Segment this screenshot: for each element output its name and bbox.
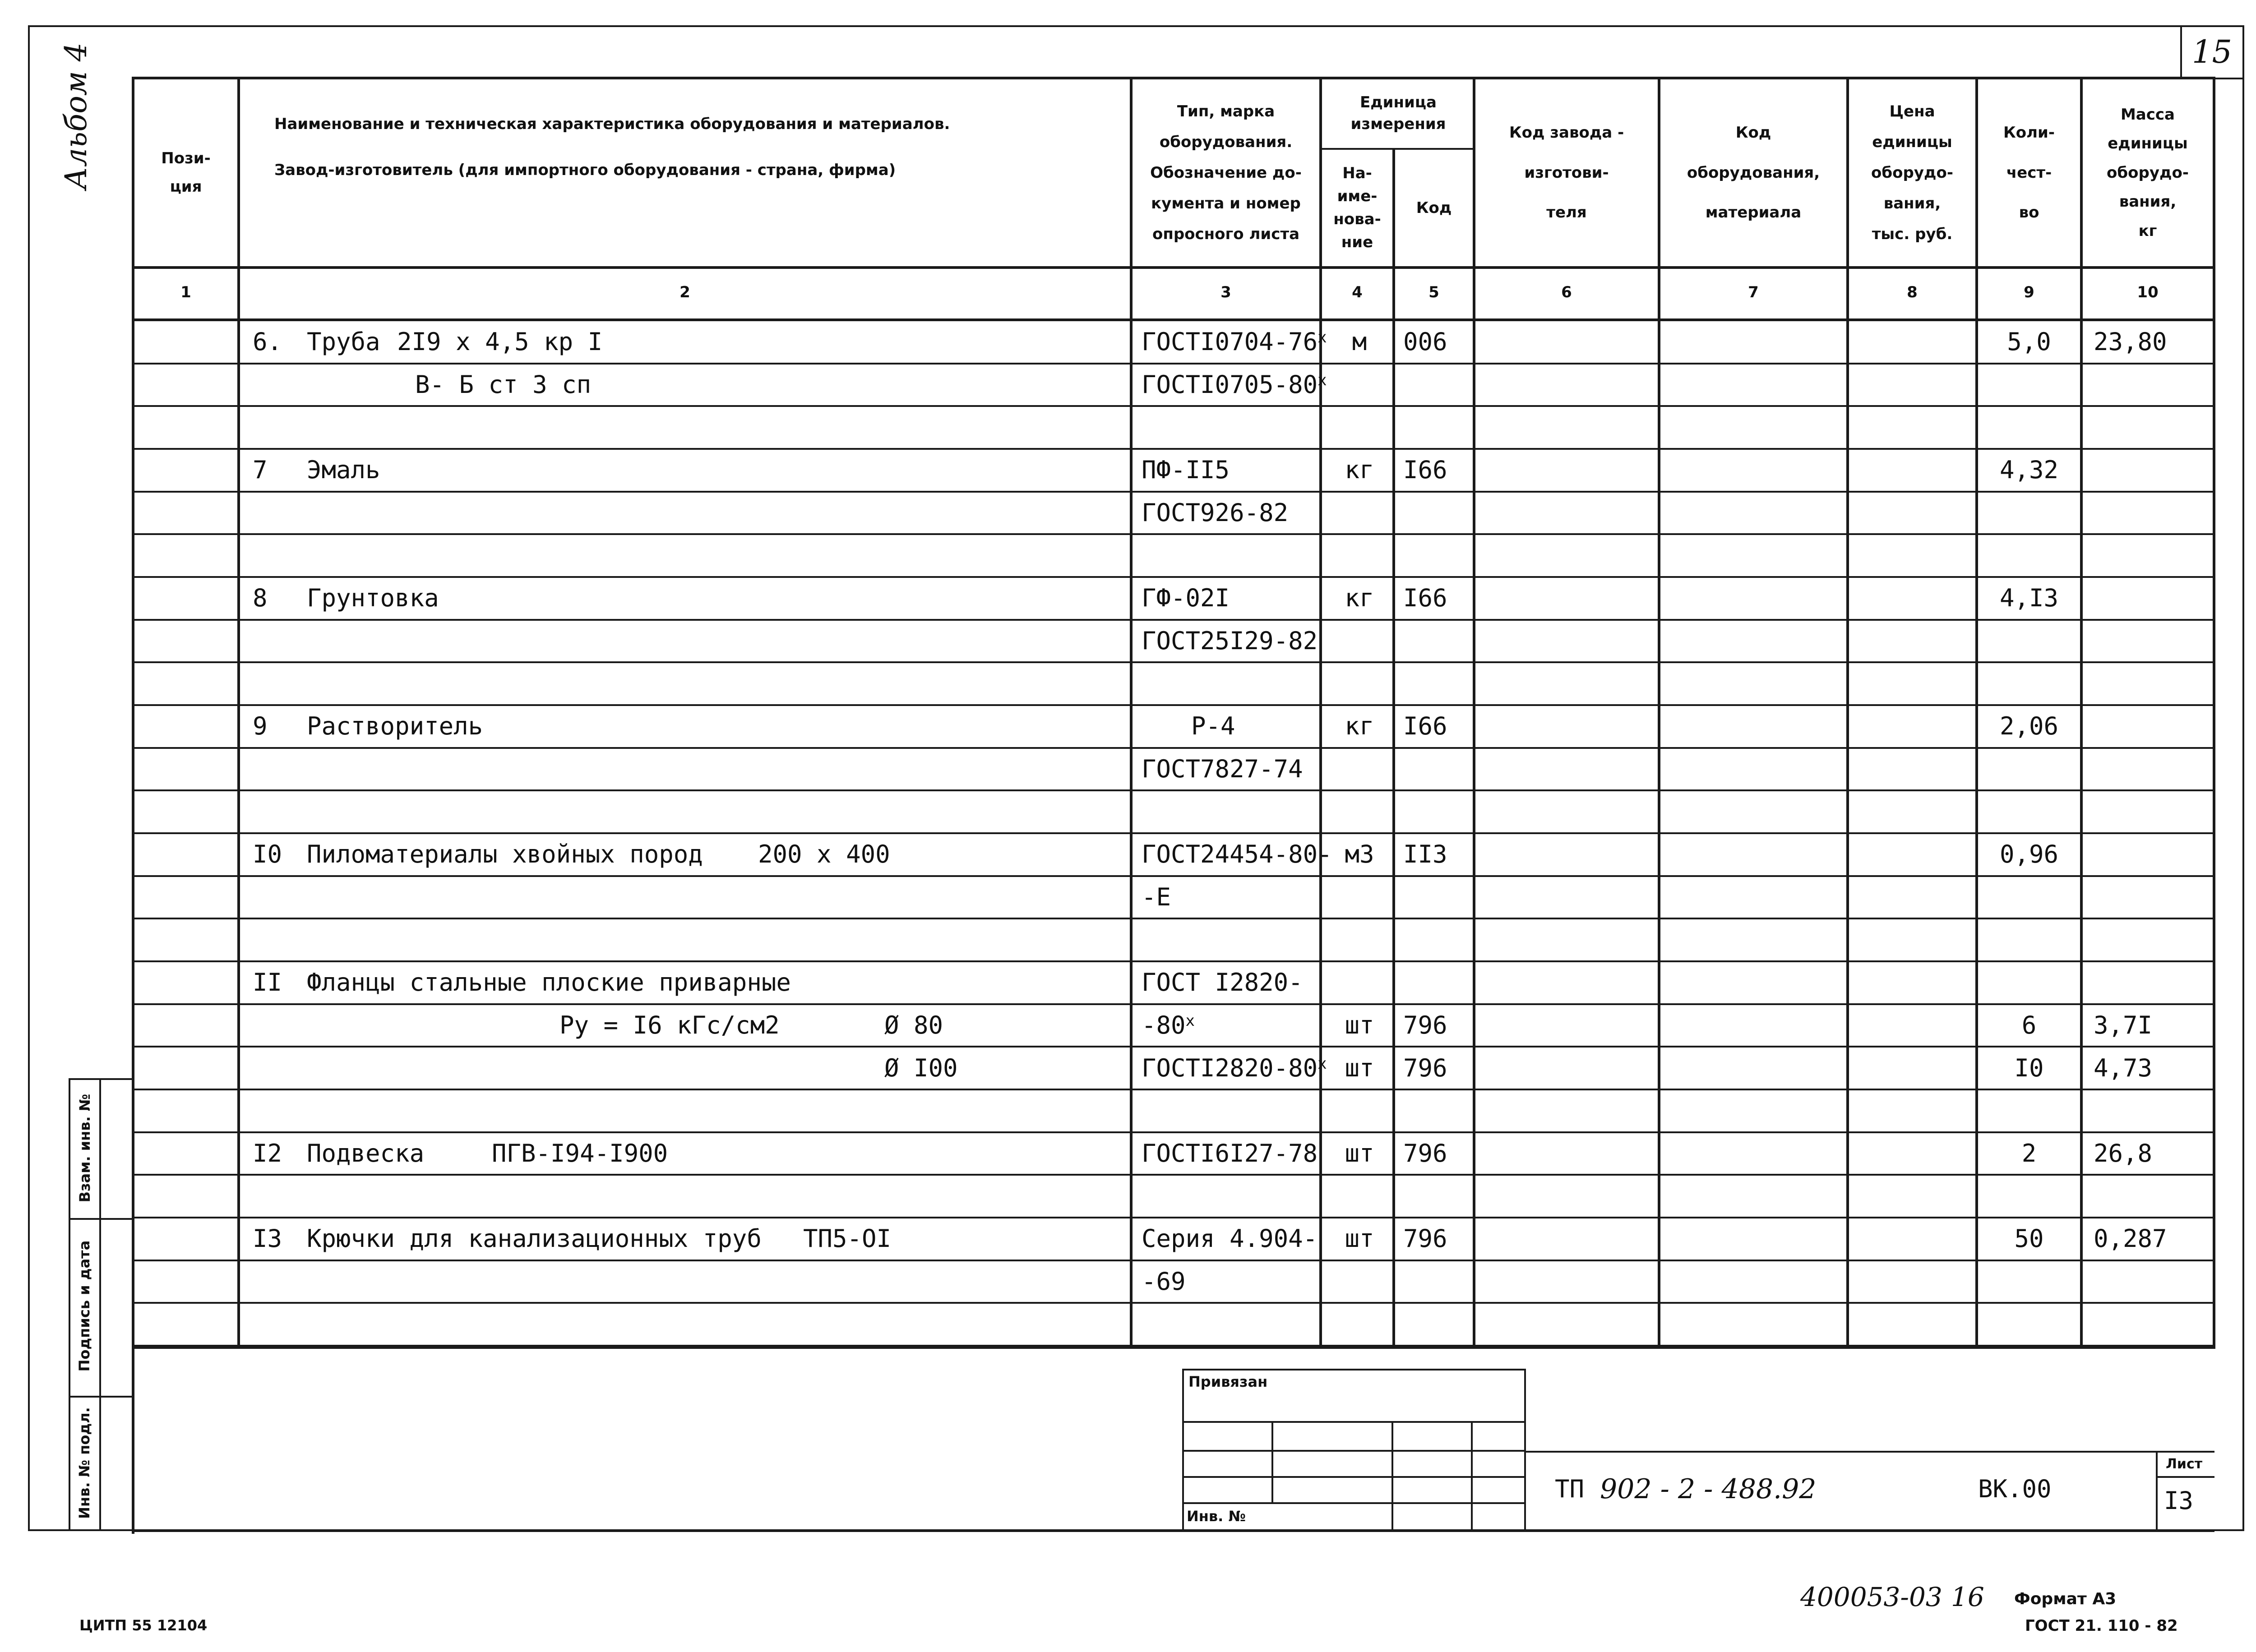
side-stamp-inner <box>99 1078 101 1531</box>
row-divider <box>132 405 2214 407</box>
cell-name-extra: В- Б ст 3 сп <box>415 370 592 399</box>
cell-name-extra: 2I9 х 4,5 кр I <box>397 328 603 356</box>
cell-qty: 4,32 <box>1999 456 2059 484</box>
cell-mass: 3,7I <box>2094 1011 2153 1039</box>
privyazan-col-2 <box>1392 1421 1393 1532</box>
cell-type <box>1142 330 1327 354</box>
header-unit-group: Единица измерения <box>1350 93 1446 133</box>
privyazan-row-2 <box>1182 1450 1526 1452</box>
row-divider <box>132 960 2214 962</box>
cell-type-text: ГОСТI2820-80 <box>1142 1054 1318 1082</box>
colnum-bottom <box>132 318 2214 321</box>
privyazan-col-1 <box>1271 1421 1273 1502</box>
superscript-x: x <box>1318 1055 1327 1073</box>
row-divider <box>132 576 2214 578</box>
cell-name: Пиломатериалы хвойных пород <box>307 840 703 868</box>
cell-code: II3 <box>1403 840 1447 868</box>
cell-type-text: ГОСТI0704-76 <box>1142 328 1318 356</box>
side-stamp-original-inv: Инв. № подл. <box>76 1407 93 1519</box>
cell-pos: 8 <box>253 584 268 612</box>
cell-name-extra: Ру = I6 кГс/см2 <box>559 1011 780 1039</box>
cell-type: ПФ-II5 <box>1142 456 1230 484</box>
cell-mass: 23,80 <box>2094 328 2167 356</box>
cell-qty: 6 <box>2021 1011 2037 1039</box>
cell-name: Эмаль <box>307 456 380 484</box>
row-divider <box>132 1003 2214 1005</box>
cell-code: I66 <box>1403 712 1447 740</box>
cell-name: Грунтовка <box>307 584 439 612</box>
header-unit-name: На- име- нова- ние <box>1333 164 1381 251</box>
list-box-divider <box>2156 1476 2214 1478</box>
header-mass: Масса единицы оборудо- вания, кг <box>2107 105 2189 240</box>
list-box-left <box>2156 1451 2158 1532</box>
cell-code: 006 <box>1403 328 1447 356</box>
cell-mass: 26,8 <box>2094 1139 2153 1167</box>
privyazan-row-3 <box>1182 1476 1526 1478</box>
cell-name: Труба <box>307 328 380 356</box>
cell-code: 796 <box>1403 1054 1447 1082</box>
col-line-2 <box>1130 77 1133 1349</box>
cell-type: Р-4 <box>1191 712 1235 740</box>
row-divider <box>132 832 2214 834</box>
cell-name: Растворитель <box>307 712 483 740</box>
cell-unit: шт <box>1345 1224 1374 1253</box>
cell-unit: кг <box>1345 456 1374 484</box>
col-line-9 <box>2080 77 2083 1349</box>
privyazan-row-1 <box>1182 1421 1526 1423</box>
cell-code: I66 <box>1403 584 1447 612</box>
header-name: Наименование и техническая характеристика оборудования и материалов. Завод-изготовитель (для импортного оборудования - страна, фирма) <box>274 115 950 179</box>
row-divider <box>132 1217 2214 1218</box>
cell-pos: 7 <box>253 456 268 484</box>
privyazan-col-3 <box>1471 1421 1473 1532</box>
row-divider <box>132 875 2214 877</box>
row-divider <box>132 1260 2214 1261</box>
cell-type: -Е <box>1142 883 1171 911</box>
header-type: Тип, марка оборудования. Обозначение до- кумента и номер опросного листа <box>1150 102 1302 243</box>
cell-qty: 2 <box>2021 1139 2037 1167</box>
row-divider <box>132 619 2214 621</box>
cell-type: -69 <box>1142 1267 1186 1296</box>
privyazan-top <box>1182 1369 1526 1371</box>
col-line-5 <box>1473 77 1475 1349</box>
privyazan-row-4 <box>1182 1502 1526 1504</box>
colnum-5: 5 <box>1428 283 1439 301</box>
col-line-6 <box>1658 77 1660 1349</box>
row-divider <box>132 533 2214 535</box>
row-divider <box>132 661 2214 663</box>
cell-name-extra: ТП5-ОI <box>803 1224 892 1253</box>
header-bottom <box>132 266 2214 269</box>
doc-prefix: ТП <box>1555 1475 1585 1503</box>
row-divider <box>132 1174 2214 1176</box>
cell-qty: 50 <box>2014 1224 2044 1253</box>
title-block-bottom <box>132 1529 2214 1532</box>
row-divider <box>132 747 2214 749</box>
superscript-x: x <box>1318 328 1327 346</box>
footer-gost: ГОСТ 21. 110 - 82 <box>2025 1617 2178 1635</box>
cell-type: Серия 4.904- <box>1142 1224 1318 1253</box>
row-divider <box>132 491 2214 493</box>
cell-pos: I0 <box>253 840 282 868</box>
cell-mass: 0,287 <box>2094 1224 2167 1253</box>
doc-number: 902 - 2 - 488.92 <box>1600 1473 1817 1505</box>
cell-name-extra: ПГВ-I94-I900 <box>492 1139 668 1167</box>
side-stamp-left <box>69 1078 70 1531</box>
privyazan-label: Привязан <box>1188 1373 1268 1390</box>
cell-qty: 2,06 <box>1999 712 2059 740</box>
colnum-8: 8 <box>1907 283 1918 301</box>
cell-pos: I3 <box>253 1224 282 1253</box>
doc-block-top <box>1524 1451 2214 1453</box>
cell-unit: шт <box>1345 1139 1374 1167</box>
row-divider <box>132 363 2214 365</box>
side-stamp-top <box>69 1078 134 1080</box>
cell-type: ГОСТI6I27-78 <box>1142 1139 1318 1167</box>
footer-left-code: ЦИТП 55 12104 <box>79 1617 208 1634</box>
colnum-7: 7 <box>1748 283 1759 301</box>
cell-name-extra: 200 х 400 <box>758 840 890 868</box>
superscript-x: x <box>1185 1012 1195 1030</box>
cell-type: ГОСТ25I29-82 <box>1142 627 1318 655</box>
list-label: Лист <box>2166 1456 2203 1472</box>
colnum-2: 2 <box>680 283 690 301</box>
cell-code: 796 <box>1403 1139 1447 1167</box>
cell-qty: 4,I3 <box>1999 584 2059 612</box>
side-stamp-replacement-inv: Взам. инв. № <box>76 1094 93 1203</box>
col-line-4 <box>1392 149 1395 1349</box>
cell-type: ГОСТ926-82 <box>1142 498 1289 527</box>
album-label: Альбом 4 <box>59 42 93 189</box>
cell-type: ГФ-02I <box>1142 584 1230 612</box>
outer-frame-top <box>28 25 2244 27</box>
colnum-3: 3 <box>1220 283 1231 301</box>
cell-unit: шт <box>1345 1054 1374 1082</box>
cell-unit: м3 <box>1345 840 1374 868</box>
row-divider <box>132 1046 2214 1047</box>
footer-order-num: 16 <box>1951 1582 1984 1612</box>
cell-pos: II <box>253 968 282 997</box>
row-divider <box>132 704 2214 706</box>
cell-code: 796 <box>1403 1011 1447 1039</box>
cell-type <box>1142 370 1327 399</box>
header-plant-code: Код завода - изготови- теля <box>1509 124 1624 222</box>
cell-type: ГОСТ I2820- <box>1142 968 1303 997</box>
cell-type-text: -80 <box>1142 1011 1186 1039</box>
cell-name-extra2: Ø 80 <box>884 1011 943 1039</box>
header-position: Пози- ция <box>161 149 211 196</box>
cell-type: ГОСТ24454-80- <box>1142 840 1332 868</box>
header-quantity: Коли- чест- во <box>2003 124 2055 222</box>
colnum-4: 4 <box>1352 283 1363 301</box>
cell-name: Подвеска <box>307 1139 425 1167</box>
cell-qty: I0 <box>2014 1054 2044 1082</box>
row-divider <box>132 918 2214 919</box>
inv-no-label: Инв. № <box>1187 1508 1246 1525</box>
row-divider <box>132 1345 2214 1347</box>
side-stamp-signature-date: Подпись и дата <box>76 1240 93 1372</box>
cell-type-text: ГОСТI0705-80 <box>1142 370 1318 399</box>
side-stamp-div-1 <box>69 1218 134 1220</box>
cell-type <box>1142 1013 1195 1038</box>
cell-name-extra2: Ø I00 <box>884 1054 958 1082</box>
header-equipment-code: Код оборудования, материала <box>1687 124 1820 222</box>
outer-frame-right <box>2242 25 2244 1531</box>
corner-page-number: 15 <box>2192 33 2233 70</box>
list-number: I3 <box>2164 1486 2194 1515</box>
cell-code: I66 <box>1403 456 1447 484</box>
cell-type <box>1142 1056 1327 1080</box>
cell-pos: 9 <box>253 712 268 740</box>
corner-box-left <box>2180 25 2182 78</box>
cell-pos: I2 <box>253 1139 282 1167</box>
cell-unit: кг <box>1345 712 1374 740</box>
header-price: Цена единицы оборудо- вания, тыс. руб. <box>1871 102 1953 243</box>
row-divider <box>132 1302 2214 1304</box>
cell-qty: 5,0 <box>2007 328 2051 356</box>
col-line-7 <box>1846 77 1849 1349</box>
cell-qty: 0,96 <box>1999 840 2059 868</box>
cell-code: 796 <box>1403 1224 1447 1253</box>
cell-name: Фланцы стальные плоские приварные <box>307 968 791 997</box>
cell-unit: кг <box>1345 584 1374 612</box>
footer-order-number: 400053-03 <box>1800 1582 1942 1612</box>
colnum-10: 10 <box>2137 283 2159 301</box>
cell-type: ГОСТ7827-74 <box>1142 755 1303 783</box>
doc-code: ВК.00 <box>1978 1475 2052 1503</box>
row-divider <box>132 448 2214 450</box>
colnum-9: 9 <box>2024 283 2034 301</box>
header-unit-code: Код <box>1416 198 1452 217</box>
superscript-x: x <box>1318 371 1327 389</box>
cell-pos: 6. <box>253 328 282 356</box>
col-line-3 <box>1319 77 1322 1349</box>
row-divider <box>132 1131 2214 1133</box>
cell-unit: м <box>1352 328 1367 356</box>
footer-format: Формат А3 <box>2014 1590 2117 1608</box>
row-divider <box>132 789 2214 791</box>
cell-name: Крючки для канализационных труб <box>307 1224 762 1253</box>
row-divider <box>132 1089 2214 1090</box>
col-line-1 <box>237 77 240 1349</box>
colnum-1: 1 <box>180 283 191 301</box>
outer-frame-left <box>28 25 30 1531</box>
colnum-6: 6 <box>1561 283 1572 301</box>
cell-unit: шт <box>1345 1011 1374 1039</box>
cell-mass: 4,73 <box>2094 1054 2153 1082</box>
